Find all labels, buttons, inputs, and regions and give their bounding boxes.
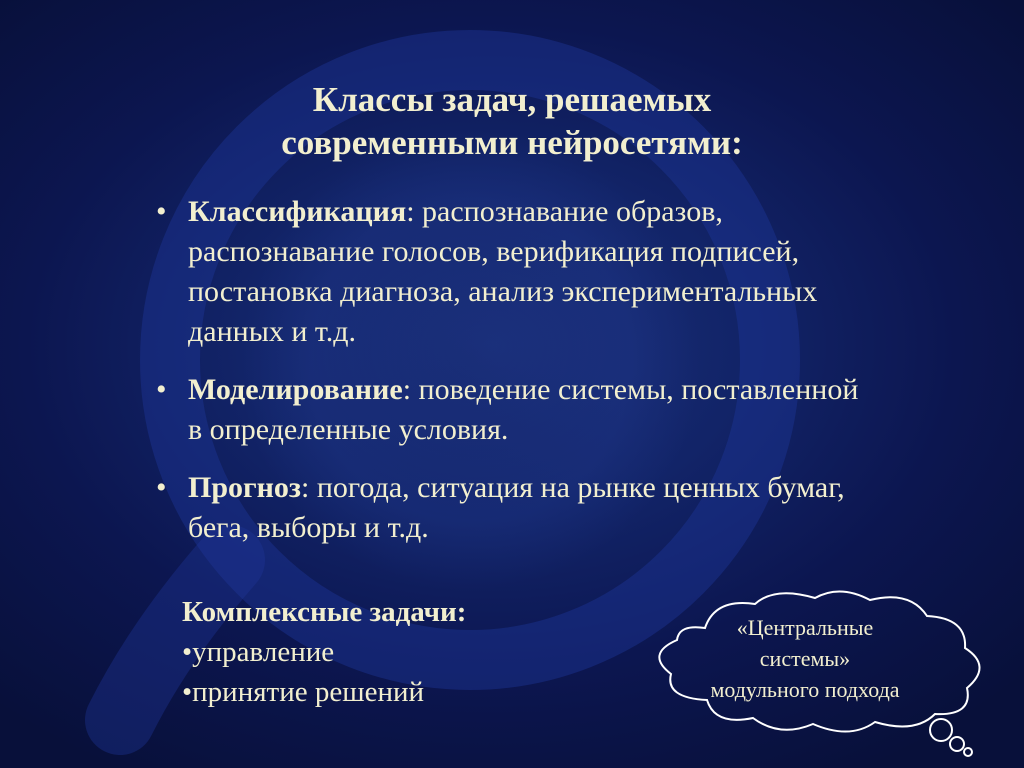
bullet-icon: • [156, 195, 167, 228]
cloud-line-2: системы» [759, 646, 851, 671]
bullet-icon: • [156, 373, 167, 406]
slide-title [120, 78, 904, 164]
bullet-icon: • [156, 471, 167, 504]
task-class-list [156, 192, 876, 566]
thought-cloud-text [660, 612, 950, 705]
bullet-term: Прогноз [188, 471, 301, 504]
bullet-text: : поведение системы, поставленной в определенные условия. [188, 373, 859, 446]
bullet-term: Моделирование [188, 373, 403, 406]
list-item-modeling [156, 370, 876, 450]
cloud-line-3: модульного подхода [710, 677, 900, 702]
bullet-text: : погода, ситуация на рынке ценных бумаг, бега, выборы и т.д. [188, 471, 845, 544]
complex-tasks-heading: Комплексные задачи: [182, 596, 467, 628]
bullet-term: Классификация [188, 195, 407, 228]
slide-title-line-2: современными нейросетями: [281, 123, 743, 162]
cloud-line-1: «Центральные [736, 615, 874, 640]
list-item-forecast [156, 468, 876, 548]
slide-title-line-1: Классы задач, решаемых [312, 80, 712, 119]
complex-tasks-block [182, 592, 466, 712]
complex-task-item: •принятие решений [182, 676, 424, 708]
list-item-classification [156, 192, 876, 352]
bullet-text: : распознавание образов, распознавание голосов, верификация подписей, постановка диагноза, анализ экспериментальных данных и т.д. [188, 195, 818, 348]
complex-task-item: •управление [182, 636, 335, 668]
